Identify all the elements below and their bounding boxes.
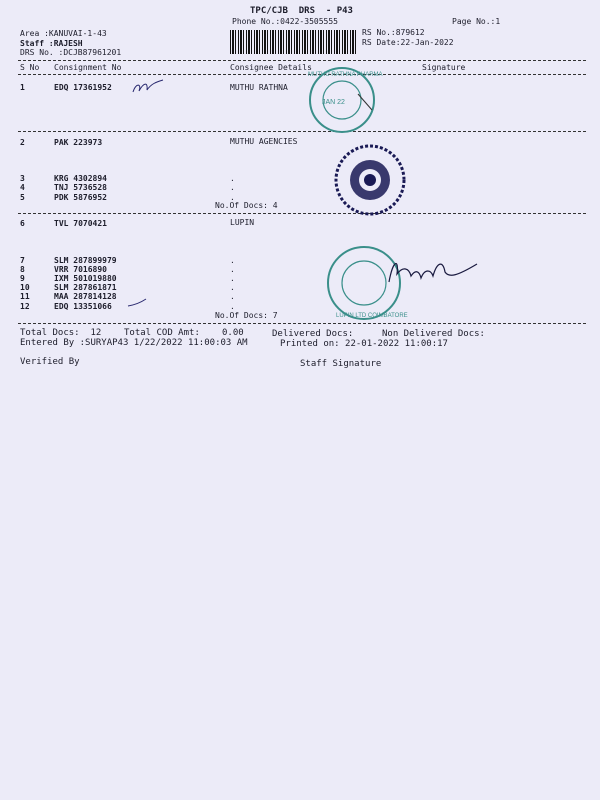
barcode <box>230 30 356 54</box>
rs-number: RS No.:879612 <box>362 28 425 37</box>
total-cod-value: 0.00 <box>222 328 244 338</box>
printed-on: Printed on: 22-01-2022 11:00:17 <box>280 339 448 349</box>
row-sno: 6 <box>20 219 25 228</box>
row-consignee: . <box>230 193 235 202</box>
area-label: Area :KANUVAI-1-43 <box>20 29 107 38</box>
col-sno: S No <box>20 63 40 72</box>
row-consignment: KRG 4302894 <box>54 174 107 183</box>
row-sno: 11 <box>20 292 30 301</box>
row-sno: 5 <box>20 193 25 202</box>
entered-by: Entered By :SURYAP43 1/22/2022 11:00:03 AM <box>20 338 248 348</box>
row-consignee: . <box>230 265 235 274</box>
tick-mark <box>126 297 148 309</box>
group-doc-count: No.Of Docs: 4 <box>215 201 278 210</box>
row-consignment: PAK 223973 <box>54 138 103 147</box>
row-consignee: . <box>230 174 235 183</box>
row-sno: 3 <box>20 174 25 183</box>
row-sno: 10 <box>20 283 30 292</box>
total-cod-label: Total COD Amt: <box>124 328 200 338</box>
drs-number: DRS No. :DCJB87961201 <box>20 48 122 57</box>
non-delivered-docs: Non Delivered Docs: <box>382 329 485 339</box>
row-consignee: MUTHU AGENCIES <box>230 137 298 146</box>
phone-number: Phone No.:0422-3505555 <box>232 17 338 26</box>
divider <box>18 213 586 214</box>
staff-label: Staff :RAJESH <box>20 39 83 48</box>
row-consignment: EDQ 17361952 <box>54 83 112 92</box>
row-consignee: . <box>230 183 235 192</box>
row-consignment: VRR 7016890 <box>54 265 107 274</box>
row-consignee: LUPIN <box>230 218 255 227</box>
row-consignment: TVL 7070421 <box>54 219 107 228</box>
row-consignment: SLM 287899979 <box>54 256 117 265</box>
staff-signature: Staff Signature <box>300 359 382 369</box>
row-sno: 2 <box>20 138 25 147</box>
stamp-text: MUTHU RATHNA PHARMA <box>308 72 383 78</box>
row-consignment: IXM 501019880 <box>54 274 117 283</box>
divider <box>18 60 586 61</box>
row-sno: 7 <box>20 256 25 265</box>
muthu-rathna-pharma-stamp <box>300 64 384 134</box>
handwritten-signature <box>385 252 481 292</box>
col-consignment: Consignment No <box>54 63 122 72</box>
total-docs: Total Docs: 12 <box>20 328 102 338</box>
row-consignment: EDQ 13351066 <box>54 302 112 311</box>
row-sno: 8 <box>20 265 25 274</box>
row-consignment: PDK 5876952 <box>54 193 107 202</box>
delivered-docs: Delivered Docs: <box>272 329 354 339</box>
stamp-date: JAN 22 <box>322 99 345 106</box>
row-consignee: . <box>230 256 235 265</box>
verified-by: Verified By <box>20 357 80 367</box>
handwritten-scribble <box>130 76 166 98</box>
row-consignee: . <box>230 302 235 311</box>
row-consignment: SLM 287861871 <box>54 283 117 292</box>
row-sno: 9 <box>20 274 25 283</box>
row-consignment: TNJ 5736528 <box>54 183 107 192</box>
row-consignment: MAA 287814128 <box>54 292 117 301</box>
col-consignee: Consignee Details <box>230 63 312 72</box>
col-signature: Signature <box>422 63 466 72</box>
row-consignee: MUTHU RATHNA <box>230 83 288 92</box>
agency-stamp <box>330 142 412 218</box>
page-number: Page No.:1 <box>452 17 501 26</box>
row-consignee: . <box>230 292 235 301</box>
row-consignee: . <box>230 283 235 292</box>
row-sno: 1 <box>20 83 25 92</box>
row-sno: 4 <box>20 183 25 192</box>
row-sno: 12 <box>20 302 30 311</box>
row-consignee: . <box>230 274 235 283</box>
stamp-text: LUPIN LTD COIMBATORE <box>336 313 408 319</box>
doc-title: TPC/CJB DRS - P43 <box>250 6 353 16</box>
divider <box>18 323 586 324</box>
group-doc-count: No.Of Docs: 7 <box>215 311 278 320</box>
rs-date: RS Date:22-Jan-2022 <box>362 38 454 47</box>
